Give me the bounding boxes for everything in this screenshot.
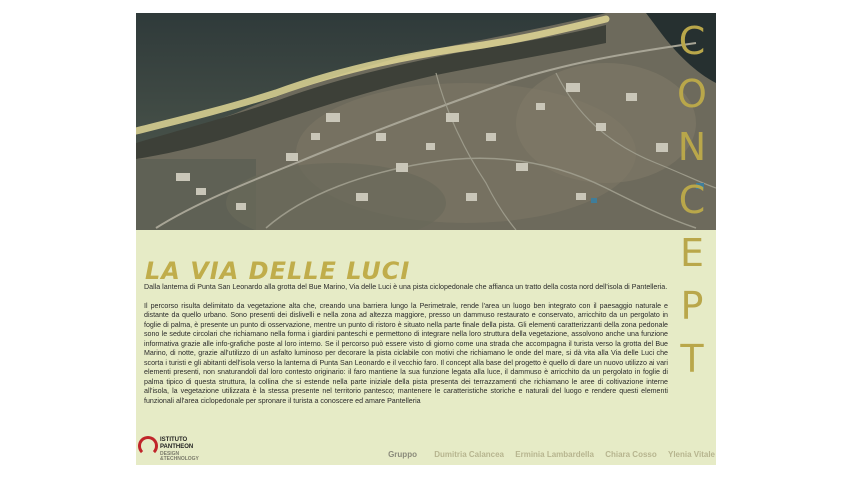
school-logo (138, 435, 228, 463)
concept-letter: E (679, 231, 704, 275)
logo-ring-icon (138, 436, 158, 456)
concept-letter: C (678, 178, 706, 222)
detail-paragraph: Il percorso risulta delimitato da vegetazione alta che, creando una barriera lungo la Perimetrale, rende l'area un luogo ben integrato con il paesaggio naturale e distante da quello urbano. Sono presenti dei dislivelli e nella zona ad altezza maggiore, presso un dammuso restaurato e conservato, arricchito da un pergolato in foglie di palma, è presente un punto di osservazione, mentre un punto di ristoro è situato nella parte finale della pista. Gli elementi caratterizzanti della zona pedonale sono le sedute circolari che richiamano nella forma i giardini panteschi e permettono di integrare nella loro struttura della vegetazione, assolvono anche una funzione informativa grazie alle info-grafiche poste al loro interno. Se il percorso può essere visto di giorno come una strada che accompagna il turista verso la grotta del Bue Marino, di notte, grazie all'utilizzo di un asfalto luminoso per decorare la pista ciclabile con motivi che richiamano le onde del mare, si dà vita alla Via delle Luci che scorta i turisti e gli abitanti dell'isola verso la lanterna di Punta San Leonardo e il vecchio faro. Il concept alla base del progetto è quello di dare un nuovo utilizzo ai vari elementi presenti, non snaturandoli dal loro contesto originario: il faro mantiene la sua funzione legata alla luce, il dammuso è arricchito da un pergolato in foglie di palma tipico di questa struttura, la collina che si estende nella parte iniziale della pista presenta dei terrazzamenti che richiamano le aree di coltivazione interne all'isola, la vegetazione utilizzata è la stessa presente nel territorio pantesco; mantenere le caratteristiche storiche e naturali del luogo e rendere questi elementi funzionali all'area ciclopedonale per spronare il turista a conoscere ed amare Pantelleria (144, 301, 668, 406)
intro-paragraph: Dalla lanterna di Punta San Leonardo alla grotta del Bue Marino, Via delle Luci è una pista ciclopedonale che affianca un tratto della costa nord dell'isola di Pantelleria. (144, 283, 668, 291)
concept-letter: N (677, 125, 707, 169)
concept-letter: P (680, 284, 704, 328)
logo-line-2: PANTHEON (160, 444, 194, 450)
concept-letter: C (678, 19, 706, 63)
logo-line-4: &TECHNOLOGY (160, 456, 199, 462)
logo-line-1: ISTITUTO (160, 437, 188, 443)
member-name: Ylenia Vitale (668, 450, 715, 459)
group-credits (388, 450, 715, 459)
group-label: Gruppo (388, 450, 417, 459)
concept-slide (136, 13, 716, 465)
concept-letter: O (677, 72, 707, 116)
member-name: Dumitria Calancea (434, 450, 505, 459)
slide-title: LA VIA DELLE LUCI (145, 257, 411, 285)
description-text (144, 283, 668, 416)
logo-line-3: DESIGN (160, 451, 180, 457)
member-name: Chiara Cosso (605, 450, 657, 459)
member-name: Erminia Lambardella (515, 450, 594, 459)
concept-vertical-word (674, 15, 710, 386)
aerial-map-image (136, 13, 716, 230)
concept-letter: T (680, 337, 704, 381)
